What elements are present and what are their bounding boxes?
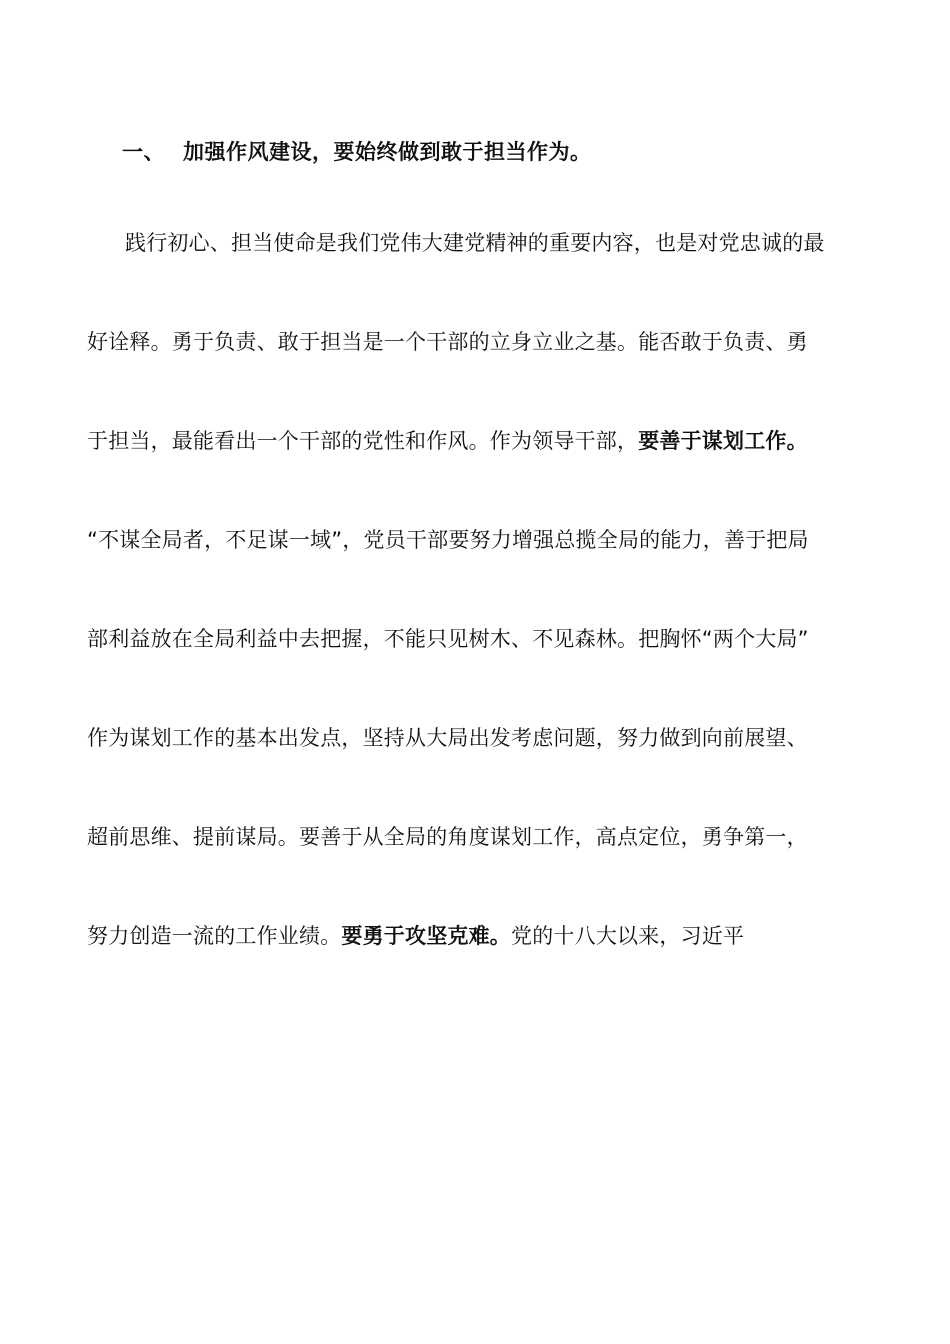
emphasis-text: 要勇于攻坚克难。 <box>341 924 512 948</box>
paragraph-line-5: 部利益放在全局利益中去把握，不能只见树木、不见森林。把胸怀“两个大局” <box>87 627 809 651</box>
paragraph-line-3 <box>87 427 867 455</box>
section-number: 一、 <box>122 140 165 164</box>
paragraph-line-1: 践行初心、担当使命是我们党伟大建党精神的重要内容，也是对党忠诚的最 <box>125 231 825 255</box>
section-title: 加强作风建设，要始终做到敢于担当作为。 <box>183 140 592 164</box>
paragraph-line-6: 作为谋划工作的基本出发点，坚持从大局出发考虑问题，努力做到向前展望、 <box>87 726 808 750</box>
paragraph-text: 于担当，最能看出一个干部的党性和作风。作为领导干部， <box>87 429 639 453</box>
paragraph-text: 党的十八大以来，习近平 <box>511 924 745 948</box>
paragraph-line-8 <box>87 922 867 950</box>
paragraph-line-7: 超前思维、提前谋局。要善于从全局的角度谋划工作，高点定位，勇争第一， <box>87 825 808 849</box>
emphasis-text: 要善于谋划工作。 <box>638 429 808 453</box>
paragraph-text: 努力创造一流的工作业绩。 <box>87 924 342 948</box>
paragraph-line-2: 好诠释。勇于负责、敢于担当是一个干部的立身立业之基。能否敢于负责、勇 <box>87 330 808 354</box>
section-heading <box>122 136 592 166</box>
paragraph-line-4: “不谋全局者，不足谋一域”，党员干部要努力增强总揽全局的能力，善于把局 <box>87 528 809 552</box>
